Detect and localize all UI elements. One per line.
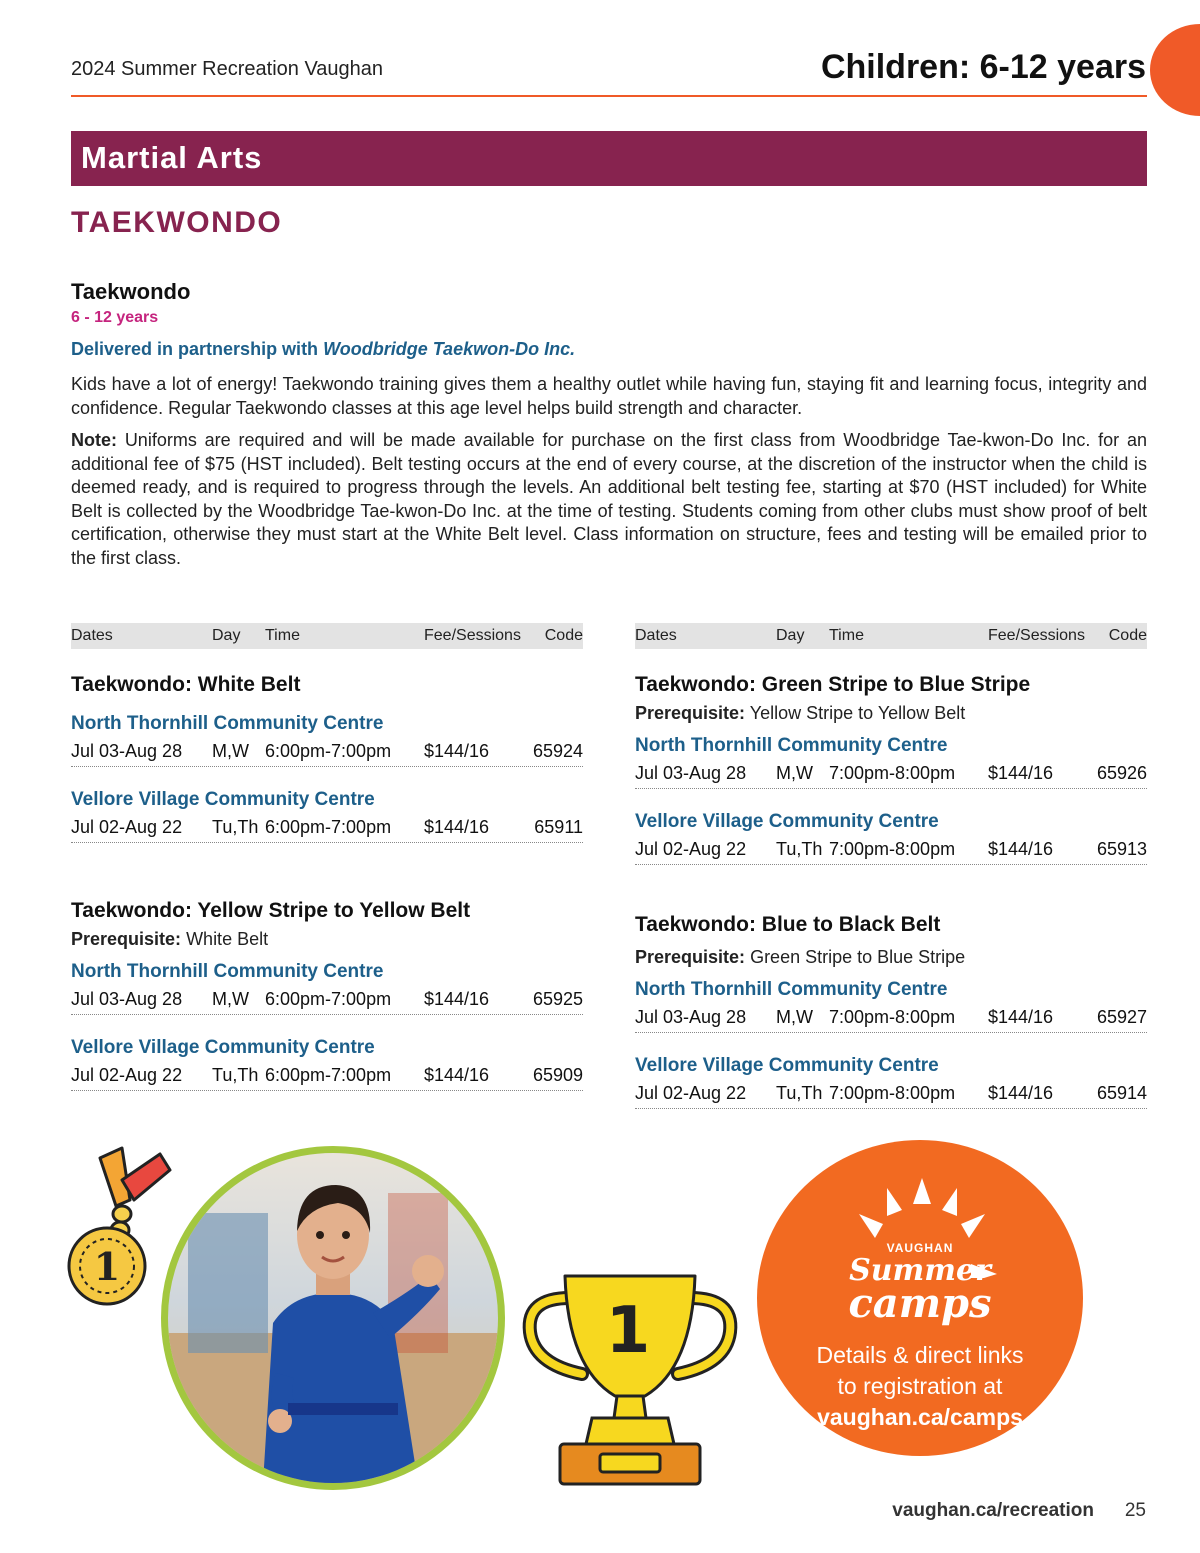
course-green-stripe — [635, 673, 1147, 865]
row-time: 6:00pm-7:00pm — [265, 989, 392, 1009]
course-yellow-belt — [71, 899, 583, 1091]
header-time: Time — [265, 627, 300, 644]
medal-number: 1 — [93, 1244, 121, 1289]
trophy-icon — [520, 1268, 740, 1488]
row-code: 65909 — [532, 1065, 583, 1085]
row-code: 65924 — [532, 741, 583, 761]
prereq-value: White Belt — [186, 929, 269, 949]
row-fee: $144/16 — [988, 839, 1054, 859]
row-fee: $144/16 — [988, 1007, 1054, 1027]
publication-title: 2024 Summer Recreation Vaughan — [71, 58, 384, 80]
row-fee: $144/16 — [988, 763, 1054, 783]
partner-name: Woodbridge Taekwon-Do Inc. — [323, 339, 576, 359]
footer-recreation-link[interactable]: vaughan.ca/recreation — [892, 1500, 1094, 1521]
note-text: Uniforms are required and will be made available for purchase on the first class from Woodbridge Tae-kwon-Do Inc. for an additional fee of $75 (HST included). Belt testing occurs at the end of every course, at the discretion of the instructor when the child is deemed ready, and is required to progress through the levels. An additional belt testing fee, starting at $70 (HST included) for White Belt is collected by the Woodbridge Tae-kwon-Do Inc. at the time of testing. Students coming from other clubs must show proof of belt certification, otherwise they must start at the White Belt level. Class information on structure, fees and testing will be emailed prior to the first class. — [71, 430, 1147, 568]
course-title: Taekwondo: Blue to Black Belt — [635, 913, 941, 936]
row-dates: Jul 03-Aug 28 — [635, 763, 747, 783]
prereq-value: Green Stripe to Blue Stripe — [750, 947, 966, 967]
location-name: Vellore Village Community Centre — [635, 811, 939, 832]
program-note — [71, 429, 1147, 570]
program-ages: 6 - 12 years — [71, 309, 159, 326]
course-prerequisite — [635, 703, 1147, 733]
location-name: North Thornhill Community Centre — [635, 735, 948, 756]
table-header — [635, 623, 1147, 649]
header-day: Day — [212, 627, 241, 644]
corner-tab — [1150, 24, 1200, 116]
header-code: Code — [1108, 627, 1147, 644]
schedule-column-right — [635, 623, 1147, 1103]
location-name: Vellore Village Community Centre — [71, 789, 375, 810]
row-fee: $144/16 — [424, 1065, 490, 1085]
row-time: 6:00pm-7:00pm — [265, 817, 392, 837]
row-day: Tu,Th — [212, 817, 259, 837]
row-time: 7:00pm-8:00pm — [829, 839, 956, 859]
row-code: 65913 — [1096, 839, 1147, 859]
table-row — [635, 1081, 1147, 1109]
note-label: Note: — [71, 430, 117, 450]
row-dates: Jul 02-Aug 22 — [635, 839, 747, 859]
row-time: 7:00pm-8:00pm — [829, 1083, 956, 1103]
header-time: Time — [829, 627, 864, 644]
course-title: Taekwondo: Green Stripe to Blue Stripe — [635, 673, 1031, 696]
header-dates: Dates — [71, 627, 113, 644]
course-blue-to-black — [635, 913, 1147, 1109]
camps-url-link[interactable]: vaughan.ca/camps — [817, 1404, 1023, 1430]
schedule-column-left — [71, 623, 583, 1085]
row-code: 65927 — [1096, 1007, 1147, 1027]
header-fee: Fee/Sessions — [424, 627, 521, 644]
location-name: North Thornhill Community Centre — [71, 961, 384, 982]
row-fee: $144/16 — [424, 817, 490, 837]
table-row — [71, 987, 583, 1015]
program-name: Taekwondo — [71, 279, 191, 304]
prereq-value: Yellow Stripe to Yellow Belt — [749, 703, 966, 723]
row-day: M,W — [212, 741, 249, 761]
row-dates: Jul 02-Aug 22 — [71, 817, 183, 837]
row-dates: Jul 03-Aug 28 — [635, 1007, 747, 1027]
row-time: 7:00pm-8:00pm — [829, 763, 956, 783]
header-dates: Dates — [635, 627, 677, 644]
category-banner: Martial Arts — [71, 131, 1147, 186]
location-name: North Thornhill Community Centre — [635, 979, 948, 1000]
camps-vaughan: VAUGHAN — [886, 1241, 954, 1255]
row-fee: $144/16 — [988, 1083, 1054, 1103]
camps-word: camps — [848, 1280, 992, 1327]
header-rule — [71, 95, 1147, 97]
course-title: Taekwondo: Yellow Stripe to Yellow Belt — [71, 899, 471, 922]
header-code: Code — [544, 627, 583, 644]
course-prerequisite — [635, 947, 1147, 977]
table-row — [635, 1005, 1147, 1033]
medal-icon — [60, 1140, 180, 1315]
row-time: 6:00pm-7:00pm — [265, 741, 392, 761]
row-dates: Jul 03-Aug 28 — [71, 989, 183, 1009]
prereq-label: Prerequisite: — [635, 703, 746, 723]
taekwondo-child-image — [168, 1153, 498, 1483]
row-fee: $144/16 — [424, 989, 490, 1009]
location-name: North Thornhill Community Centre — [71, 713, 384, 734]
child-photo — [161, 1146, 505, 1490]
header-day: Day — [776, 627, 805, 644]
trophy-number: 1 — [605, 1294, 651, 1368]
table-row — [635, 837, 1147, 865]
row-dates: Jul 02-Aug 22 — [71, 1065, 183, 1085]
row-day: Tu,Th — [776, 839, 823, 859]
location-name: Vellore Village Community Centre — [71, 1037, 375, 1058]
row-code: 65926 — [1096, 763, 1147, 783]
row-code: 65914 — [1096, 1083, 1147, 1103]
row-fee: $144/16 — [424, 741, 490, 761]
prereq-label: Prerequisite: — [635, 947, 746, 967]
table-row — [635, 761, 1147, 789]
table-header — [71, 623, 583, 649]
row-code: 65925 — [532, 989, 583, 1009]
row-day: M,W — [776, 763, 813, 783]
location-name: Vellore Village Community Centre — [635, 1055, 939, 1076]
row-dates: Jul 02-Aug 22 — [635, 1083, 747, 1103]
row-time: 7:00pm-8:00pm — [829, 1007, 956, 1027]
program-description: Kids have a lot of energy! Taekwondo training gives them a healthy outlet while having fun, staying fit and learning focus, integrity and confidence. Regular Taekwondo classes at this age level helps build strength and character. — [71, 374, 1147, 418]
row-day: M,W — [212, 989, 249, 1009]
header-fee: Fee/Sessions — [988, 627, 1085, 644]
camps-details — [757, 1340, 1083, 1433]
table-row — [71, 1063, 583, 1091]
summer-camps-badge[interactable] — [757, 1140, 1083, 1456]
table-row — [71, 739, 583, 767]
course-white-belt — [71, 673, 583, 843]
row-day: M,W — [776, 1007, 813, 1027]
page-number: 25 — [1124, 1500, 1146, 1521]
prereq-label: Prerequisite: — [71, 929, 182, 949]
row-code: 65911 — [534, 817, 583, 837]
row-dates: Jul 03-Aug 28 — [71, 741, 183, 761]
table-row — [71, 815, 583, 843]
partner-prefix: Delivered in partnership with — [71, 339, 319, 359]
row-day: Tu,Th — [212, 1065, 259, 1085]
camps-line2: to registration at — [837, 1373, 1003, 1399]
course-prerequisite — [71, 929, 583, 959]
section-title: Children: 6-12 years — [820, 48, 1146, 86]
activity-subhead: TAEKWONDO — [71, 206, 283, 239]
camps-summer: Summer — [849, 1253, 991, 1288]
partner-line — [71, 339, 575, 360]
row-time: 6:00pm-7:00pm — [265, 1065, 392, 1085]
camps-line1: Details & direct links — [816, 1342, 1024, 1368]
row-day: Tu,Th — [776, 1083, 823, 1103]
course-title: Taekwondo: White Belt — [71, 673, 301, 696]
